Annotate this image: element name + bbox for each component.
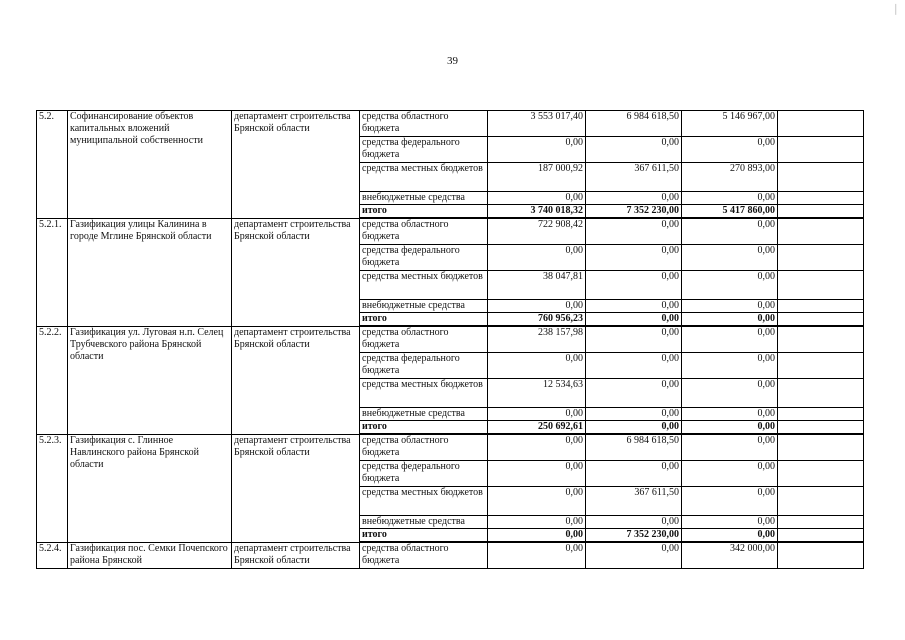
section-name: Газификация ул. Луговая н.п. Селец Трубчевского района Брянской области xyxy=(68,326,232,434)
page-number: 39 xyxy=(447,55,458,67)
amount-v2: 0,00 xyxy=(586,408,682,421)
amount-v3: 270 893,00 xyxy=(682,163,778,192)
amount-v3: 5 417 860,00 xyxy=(682,205,778,219)
amount-v2: 7 352 230,00 xyxy=(586,205,682,219)
empty-cell xyxy=(778,461,864,487)
amount-v2: 0,00 xyxy=(586,379,682,408)
empty-cell xyxy=(778,353,864,379)
funding-source: итого xyxy=(360,421,488,435)
empty-cell xyxy=(778,300,864,313)
amount-v3: 0,00 xyxy=(682,271,778,300)
section-dept: департамент строительства Брянской области xyxy=(232,218,360,326)
amount-v2: 0,00 xyxy=(586,542,682,569)
empty-cell xyxy=(778,487,864,516)
amount-v3: 0,00 xyxy=(682,434,778,461)
section-dept: департамент строительства Брянской области xyxy=(232,434,360,542)
amount-v3: 0,00 xyxy=(682,137,778,163)
funding-source: внебюджетные средства xyxy=(360,516,488,529)
table-row xyxy=(37,542,864,569)
amount-v2: 0,00 xyxy=(586,300,682,313)
amount-v1: 0,00 xyxy=(488,353,586,379)
amount-v2: 0,00 xyxy=(586,271,682,300)
amount-v2: 0,00 xyxy=(586,353,682,379)
amount-v2: 0,00 xyxy=(586,421,682,435)
amount-v3: 0,00 xyxy=(682,487,778,516)
funding-source: средства областного бюджета xyxy=(360,111,488,137)
amount-v1: 12 534,63 xyxy=(488,379,586,408)
amount-v2: 6 984 618,50 xyxy=(586,111,682,137)
section-num: 5.2.1. xyxy=(37,218,68,326)
table-row xyxy=(37,111,864,137)
section-name: Софинансирование объектов капитальных вложений муниципальной собственности xyxy=(68,111,232,219)
amount-v1: 238 157,98 xyxy=(488,326,586,353)
amount-v2: 0,00 xyxy=(586,137,682,163)
scan-mark: │ xyxy=(892,4,899,14)
funding-source: средства местных бюджетов xyxy=(360,271,488,300)
empty-cell xyxy=(778,163,864,192)
empty-cell xyxy=(778,205,864,219)
funding-source: средства областного бюджета xyxy=(360,326,488,353)
amount-v1: 0,00 xyxy=(488,245,586,271)
funding-source: средства федерального бюджета xyxy=(360,137,488,163)
amount-v2: 367 611,50 xyxy=(586,163,682,192)
amount-v1: 0,00 xyxy=(488,529,586,543)
amount-v3: 0,00 xyxy=(682,218,778,245)
section-name: Газификация с. Глинное Навлинского района Брянской области xyxy=(68,434,232,542)
amount-v3: 0,00 xyxy=(682,326,778,353)
table-row xyxy=(37,218,864,245)
empty-cell xyxy=(778,313,864,327)
empty-cell xyxy=(778,271,864,300)
amount-v2: 0,00 xyxy=(586,218,682,245)
section-num: 5.2.4. xyxy=(37,542,68,569)
amount-v3: 5 146 967,00 xyxy=(682,111,778,137)
amount-v3: 0,00 xyxy=(682,408,778,421)
funding-source: средства федерального бюджета xyxy=(360,461,488,487)
amount-v1: 0,00 xyxy=(488,516,586,529)
amount-v3: 0,00 xyxy=(682,353,778,379)
empty-cell xyxy=(778,542,864,569)
funding-source: средства областного бюджета xyxy=(360,542,488,569)
amount-v3: 0,00 xyxy=(682,300,778,313)
amount-v2: 0,00 xyxy=(586,516,682,529)
empty-cell xyxy=(778,137,864,163)
amount-v1: 0,00 xyxy=(488,408,586,421)
empty-cell xyxy=(778,434,864,461)
section-name: Газификация пос. Семки Почепского района Брянской xyxy=(68,542,232,569)
amount-v1: 187 000,92 xyxy=(488,163,586,192)
amount-v2: 0,00 xyxy=(586,461,682,487)
amount-v1: 760 956,23 xyxy=(488,313,586,327)
funding-source: средства местных бюджетов xyxy=(360,487,488,516)
empty-cell xyxy=(778,421,864,435)
section-num: 5.2.3. xyxy=(37,434,68,542)
amount-v2: 0,00 xyxy=(586,313,682,327)
amount-v1: 722 908,42 xyxy=(488,218,586,245)
amount-v2: 0,00 xyxy=(586,245,682,271)
empty-cell xyxy=(778,529,864,543)
amount-v2: 7 352 230,00 xyxy=(586,529,682,543)
empty-cell xyxy=(778,516,864,529)
funding-source: средства местных бюджетов xyxy=(360,163,488,192)
budget-table xyxy=(36,110,864,569)
amount-v1: 0,00 xyxy=(488,434,586,461)
empty-cell xyxy=(778,326,864,353)
amount-v1: 0,00 xyxy=(488,192,586,205)
amount-v1: 0,00 xyxy=(488,300,586,313)
amount-v1: 0,00 xyxy=(488,487,586,516)
amount-v3: 0,00 xyxy=(682,421,778,435)
budget-table-body xyxy=(37,111,864,569)
funding-source: итого xyxy=(360,205,488,219)
amount-v2: 367 611,50 xyxy=(586,487,682,516)
funding-source: внебюджетные средства xyxy=(360,192,488,205)
amount-v3: 342 000,00 xyxy=(682,542,778,569)
table-row xyxy=(37,434,864,461)
amount-v3: 0,00 xyxy=(682,461,778,487)
empty-cell xyxy=(778,379,864,408)
section-num: 5.2. xyxy=(37,111,68,219)
section-dept: департамент строительства Брянской области xyxy=(232,542,360,569)
funding-source: средства местных бюджетов xyxy=(360,379,488,408)
funding-source: итого xyxy=(360,529,488,543)
amount-v1: 250 692,61 xyxy=(488,421,586,435)
amount-v3: 0,00 xyxy=(682,245,778,271)
amount-v2: 6 984 618,50 xyxy=(586,434,682,461)
amount-v1: 38 047,81 xyxy=(488,271,586,300)
table-row xyxy=(37,326,864,353)
section-dept: департамент строительства Брянской области xyxy=(232,111,360,219)
empty-cell xyxy=(778,218,864,245)
amount-v3: 0,00 xyxy=(682,529,778,543)
section-num: 5.2.2. xyxy=(37,326,68,434)
funding-source: средства федерального бюджета xyxy=(360,245,488,271)
amount-v3: 0,00 xyxy=(682,313,778,327)
empty-cell xyxy=(778,408,864,421)
amount-v2: 0,00 xyxy=(586,192,682,205)
funding-source: средства областного бюджета xyxy=(360,218,488,245)
funding-source: итого xyxy=(360,313,488,327)
funding-source: внебюджетные средства xyxy=(360,408,488,421)
amount-v1: 0,00 xyxy=(488,461,586,487)
amount-v3: 0,00 xyxy=(682,379,778,408)
amount-v1: 0,00 xyxy=(488,137,586,163)
amount-v3: 0,00 xyxy=(682,516,778,529)
funding-source: внебюджетные средства xyxy=(360,300,488,313)
section-dept: департамент строительства Брянской области xyxy=(232,326,360,434)
amount-v2: 0,00 xyxy=(586,326,682,353)
amount-v3: 0,00 xyxy=(682,192,778,205)
funding-source: средства федерального бюджета xyxy=(360,353,488,379)
section-name: Газификация улицы Калинина в городе Мглине Брянской области xyxy=(68,218,232,326)
empty-cell xyxy=(778,111,864,137)
amount-v1: 0,00 xyxy=(488,542,586,569)
amount-v1: 3 740 018,32 xyxy=(488,205,586,219)
amount-v1: 3 553 017,40 xyxy=(488,111,586,137)
empty-cell xyxy=(778,192,864,205)
empty-cell xyxy=(778,245,864,271)
funding-source: средства областного бюджета xyxy=(360,434,488,461)
